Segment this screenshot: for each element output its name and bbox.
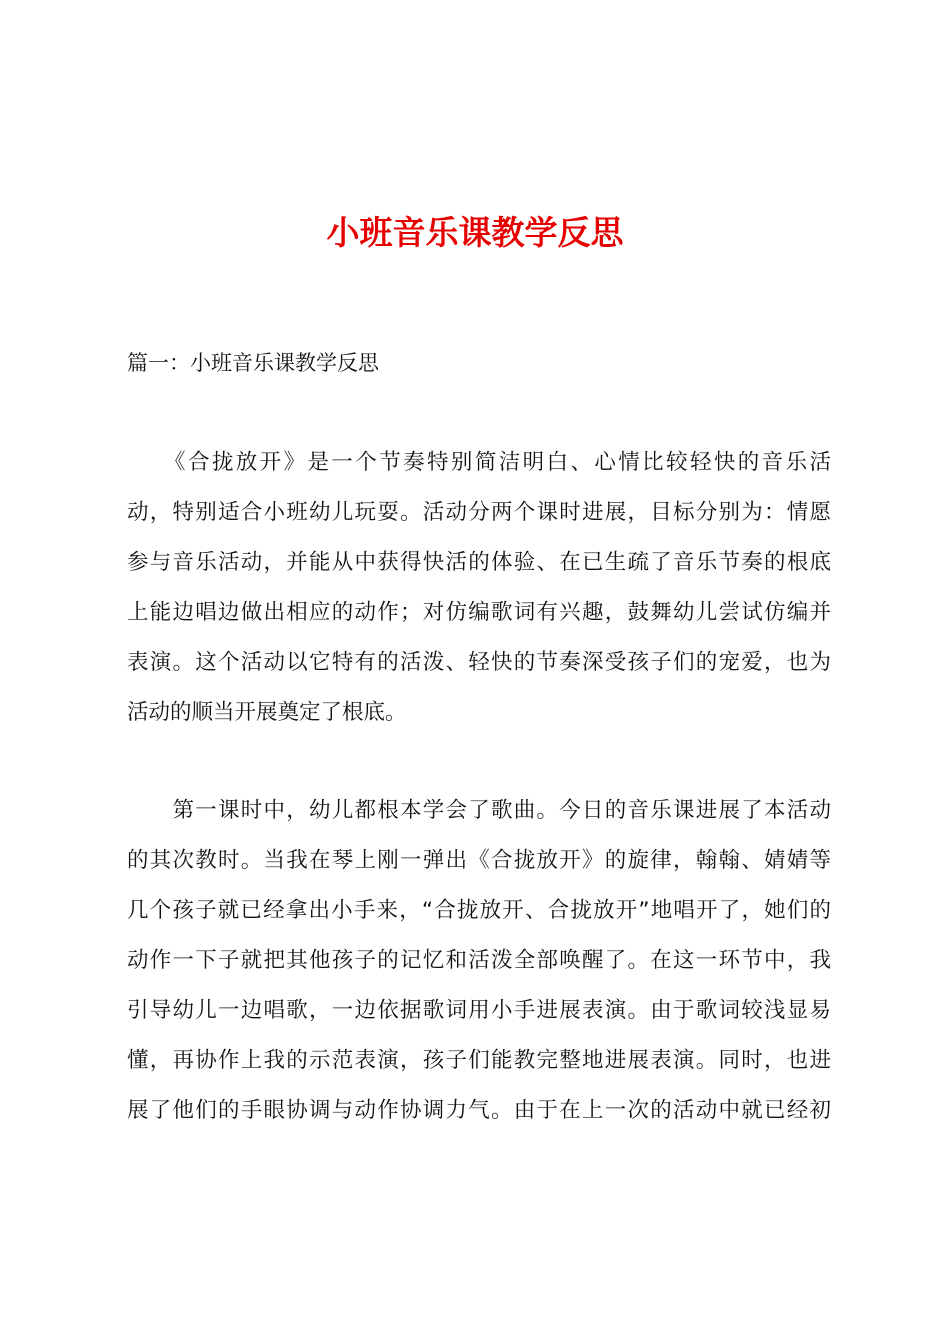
text-line: 展了他们的手眼协调与动作协调力气。由于在上一次的活动中就已经初	[127, 1098, 831, 1123]
paragraph-2	[127, 786, 831, 1136]
text-line: 上能边唱边做出相应的动作；对仿编歌词有兴趣，鼓舞幼儿尝试仿编并	[127, 600, 831, 625]
text-line: 几个孩子就已经拿出小手来，“合拢放开、合拢放开”地唱开了，她们的	[127, 898, 831, 923]
text-line: 的其次教时。当我在琴上刚一弹出《合拢放开》的旋律，翰翰、婧婧等	[127, 848, 831, 873]
text-line: 活动的顺当开展奠定了根底。	[127, 700, 407, 725]
text-line: 动作一下子就把其他孩子的记忆和活泼全部唤醒了。在这一环节中，我	[127, 948, 831, 973]
text-line: 引导幼儿一边唱歌，一边依据歌词用小手进展表演。由于歌词较浅显易	[127, 998, 831, 1023]
section-heading: 篇一：小班音乐课教学反思	[127, 351, 379, 375]
paragraph-1	[127, 438, 831, 738]
text-line: 《合拢放开》是一个节奏特别简洁明白、心情比较轻快的音乐活	[127, 450, 831, 475]
text-line: 参与音乐活动，并能从中获得快活的体验、在已生疏了音乐节奏的根底	[127, 550, 831, 575]
text-line: 动，特别适合小班幼儿玩耍。活动分两个课时进展，目标分别为：情愿	[127, 500, 831, 525]
document-title: 小班音乐课教学反思	[326, 213, 624, 252]
text-line: 懂，再协作上我的示范表演，孩子们能教完整地进展表演。同时，也进	[127, 1048, 831, 1073]
text-line: 第一课时中，幼儿都根本学会了歌曲。今日的音乐课进展了本活动	[127, 798, 831, 823]
text-line: 表演。这个活动以它特有的活泼、轻快的节奏深受孩子们的宠爱，也为	[127, 650, 831, 675]
